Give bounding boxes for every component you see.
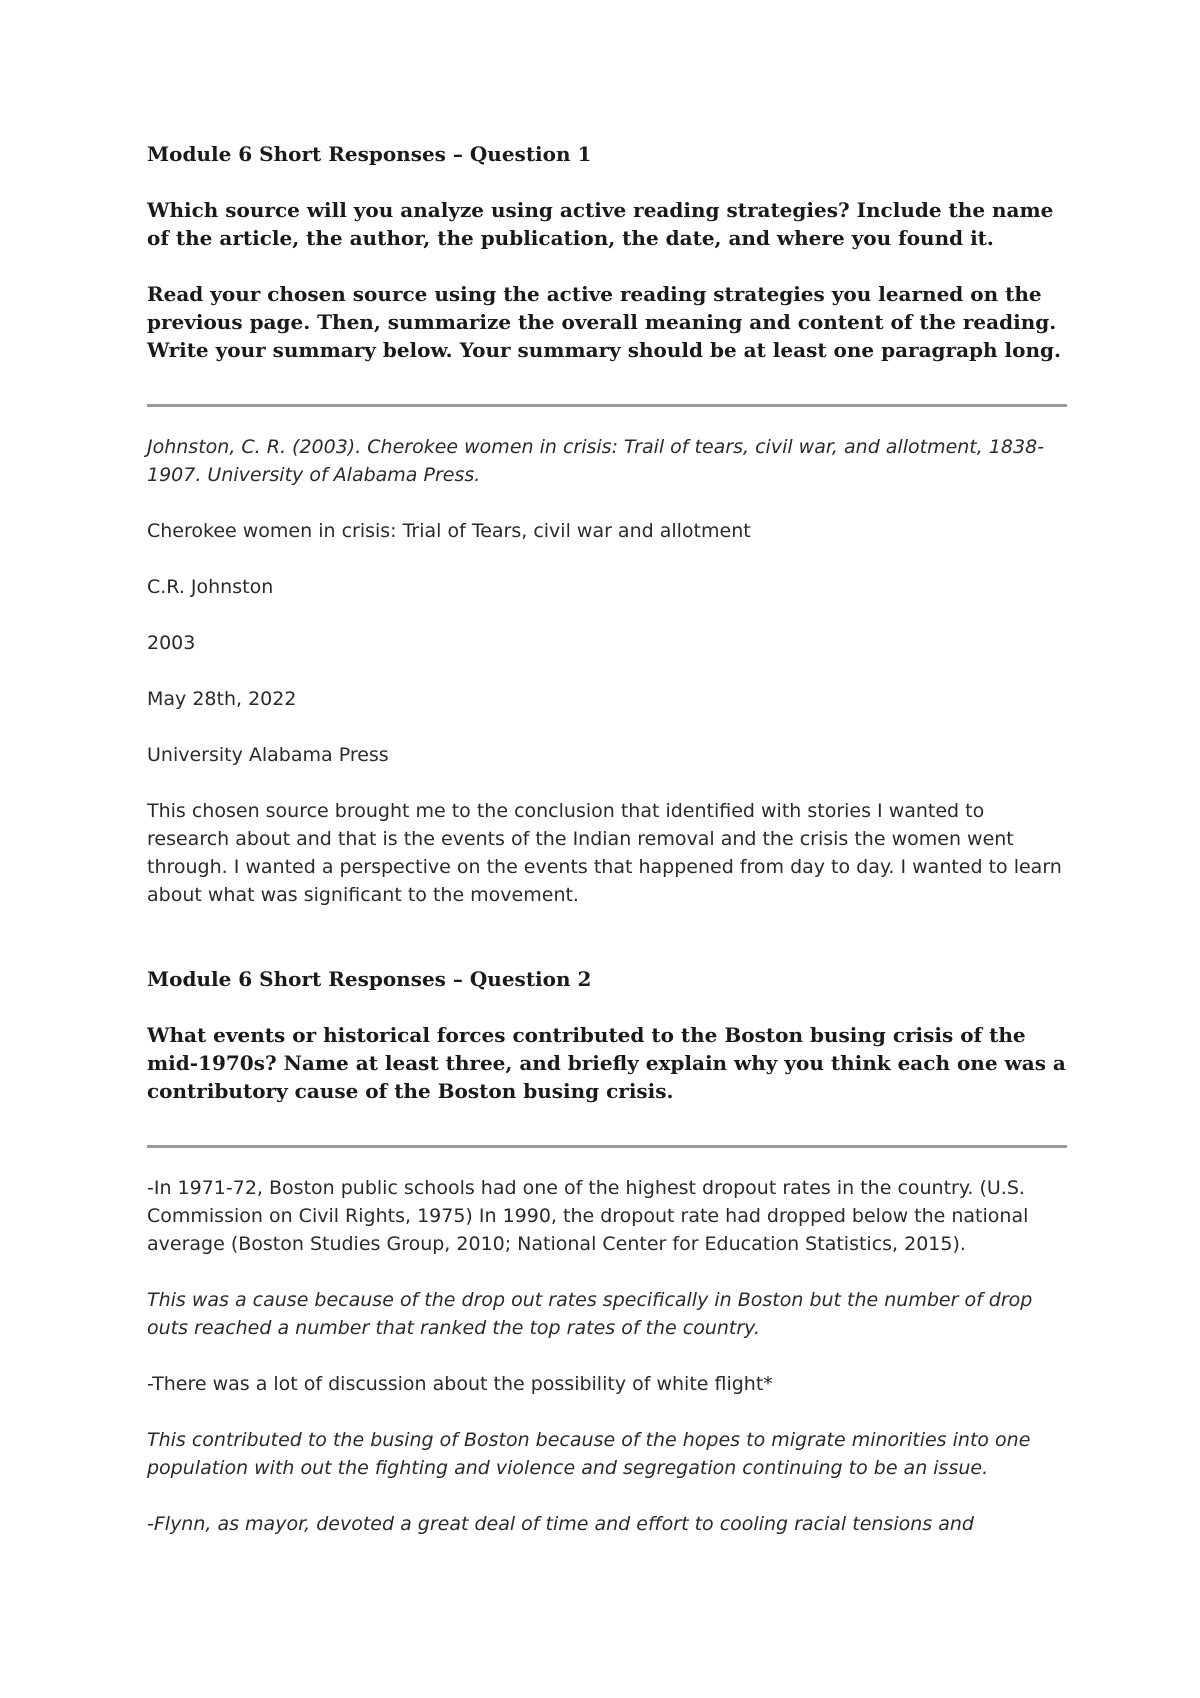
source-publisher: University Alabama Press xyxy=(147,744,389,766)
source-year: 2003 xyxy=(147,632,196,654)
question-2-heading: Module 6 Short Responses – Question 2 xyxy=(147,967,592,991)
answer-2-explanation: This contributed to the busing of Boston because of the hopes to migrate minorities into one population with out the fighting and violence and segregation continuing to be an issue. xyxy=(147,1429,1031,1479)
divider xyxy=(147,1145,1067,1148)
citation: Johnston, C. R. (2003). Cherokee women in crisis: Trail of tears, civil war, and allotment, 1838-1907. University of Alabama Press. xyxy=(147,436,1045,486)
question-1-prompt-source: Which source will you analyze using active reading strategies? Include the name of the article, the author, the publication, the date, and where you found it. xyxy=(147,198,1054,250)
summary-paragraph: This chosen source brought me to the conclusion that identified with stories I wanted to research about and that is the events of the Indian removal and the crisis the women went through. I wanted a perspective on the events that happened from day to day. I wanted to learn about what was significant to the movement. xyxy=(147,800,1062,906)
answer-1-explanation: This was a cause because of the drop out rates specifically in Boston but the number of drop outs reached a number that ranked the top rates of the country. xyxy=(147,1289,1033,1339)
source-title: Cherokee women in crisis: Trial of Tears, civil war and allotment xyxy=(147,520,751,542)
source-author: C.R. Johnston xyxy=(147,576,274,598)
question-1-heading: Module 6 Short Responses – Question 1 xyxy=(147,142,592,166)
document-page xyxy=(147,140,1067,1566)
source-date-found: May 28th, 2022 xyxy=(147,688,297,710)
answer-3: -Flynn, as mayor, devoted a great deal of time and effort to cooling racial tensions and xyxy=(147,1513,974,1535)
divider xyxy=(147,404,1067,407)
question-2-prompt: What events or historical forces contributed to the Boston busing crisis of the mid-1970s? Name at least three, and briefly explain why you think each one was a contributory cause of the Boston busing crisis. xyxy=(147,1023,1066,1103)
question-1-prompt-summary: Read your chosen source using the active reading strategies you learned on the previous page. Then, summarize the overall meaning and content of the reading. Write your summary below. Your summary should be at least one paragraph long. xyxy=(147,282,1061,362)
answer-2: -There was a lot of discussion about the possibility of white flight* xyxy=(147,1373,773,1395)
answer-1: -In 1971-72, Boston public schools had one of the highest dropout rates in the country. (U.S. Commission on Civil Rights, 1975) In 1990, the dropout rate had dropped below the national average (Boston Studies Group, 2010; National Center for Education Statistics, 2015). xyxy=(147,1177,1029,1255)
